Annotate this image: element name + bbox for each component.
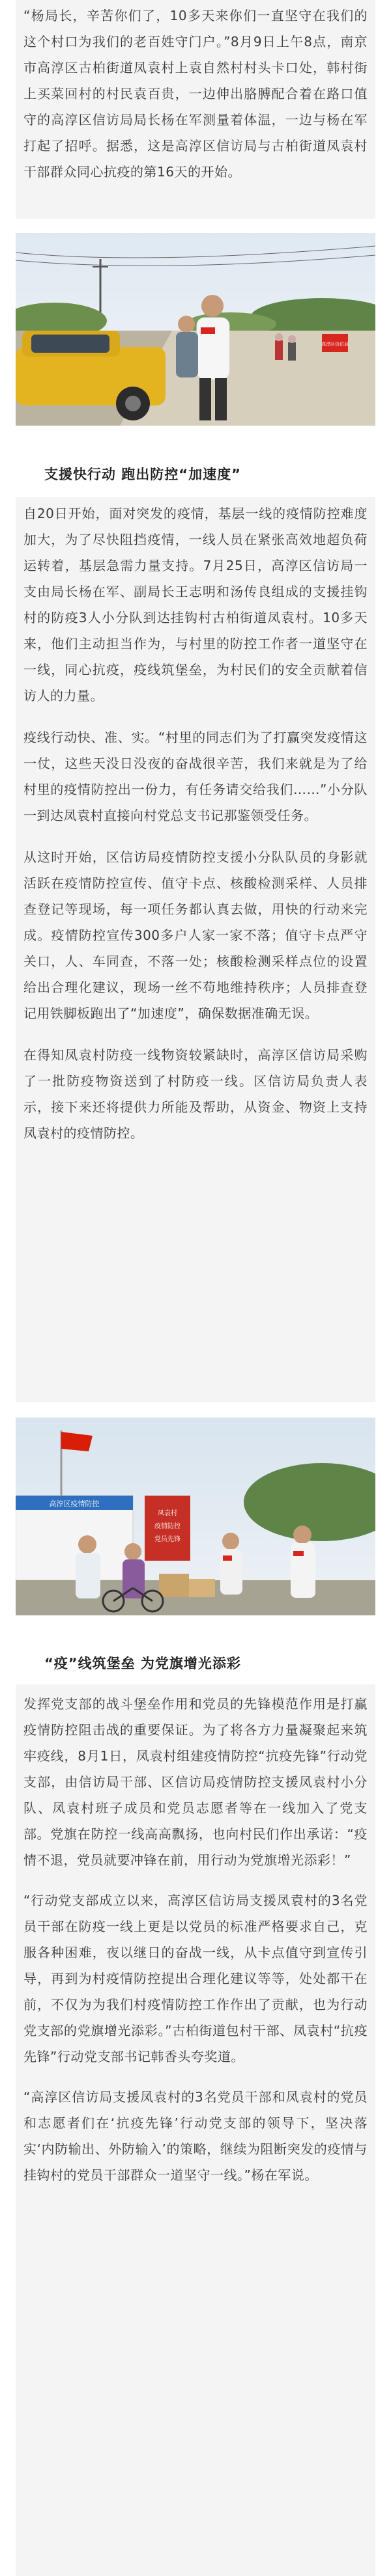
section2-heading: “疫”线筑堡垒 为党旗增光添彩 <box>44 1656 241 1671</box>
section1-heading: 支援快行动 跑出防控“加速度” <box>44 467 241 482</box>
photo-supplies <box>16 1418 375 1615</box>
board-line-2: 疫情防控 <box>154 1523 181 1530</box>
section1-paragraph-3: 从这时开始，区信访局疫情防控支援小分队队员的身影就活跃在疫情防控宣传、值守卡点、核酸检测采样、人员排查登记等现场，每一项任务都认真去做，用快的行动来完成。疫情防控宣传300多户人家一家不落；值守卡点严守关口，人、车同查，不落一处；核酸检测采样点位的设置给出合理化建议，现场一丝不苟地维持秩序；人员排查登记用铁脚板跑出了“加速度”，确保数据准确无误。 <box>23 849 368 1021</box>
section2-paragraph-2: “行动党支部成立以来，高淳区信访局支援凤袁村的3名党员干部在防疫一线上更是以党员的标准严格要求自己，克服各种困难，夜以继日的奋战一线，从卡点值守到宣传引导，再到为村疫情防控提出合理化建议等等，处处都干在前，不仅为为我们村疫情防控工作作出了贡献，也为行动党支部的党旗增光添彩。”古柏街道包村干部、凤袁村“抗疫先锋”行动党支部书记韩香头夸奖道。 <box>23 1893 368 2064</box>
intro-block <box>16 0 375 219</box>
section1-paragraph-1: 自20日开始，面对突发的疫情，基层一线的疫情防控难度加大，为了尽快阻挡疫情，一线人员在紧张高效地超负荷运转着，基层急需力量支持。7月25日，高淳区信访局一支由局长杨在军、副局长王志明和汤传良组成的支援挂钩村的防疫3人小分队到达挂钩村古柏街道凤袁村。10多天来，他们主动担当作为，与村里的防控工作者一道坚守在一线，同心抗疫，疫线筑堡垒，为村民们的安全贡献着信访人的力量。 <box>23 506 368 704</box>
supplies-photo-svg <box>16 1418 375 1615</box>
intro-paragraph: “杨局长，辛苦你们了，10多天来你们一直坚守在我们的这个村口为我们的老百姓守门户。”8月9日上午8点，南京市高淳区古柏街道凤袁村上袁自然村村头卡口处，韩村街上买菜回村的村民袁百贵，一边伸出胳膊配合着在路口值守的高淳区信访局局长杨在军测量着体温，一边与杨在军打起了招呼。据悉，这是高淳区信访局与古柏街道凤袁村干部群众同心抗疫的第16天的开始。 <box>23 8 368 180</box>
board-line-1: 凤袁村 <box>158 1510 177 1517</box>
board-line-3: 党员先锋 <box>154 1536 181 1543</box>
checkpoint-sign-text: 高淳区信访局 <box>321 342 349 347</box>
photo-checkpoint <box>16 233 375 426</box>
section1-paragraph-4: 在得知凤袁村防疫一线物资较紧缺时，高淳区信访局采购了一批防疫物资送到了村防疫一线。区信访局负责人表示，接下来还将提供力所能及帮助，从资金、物资上支持凤袁村的疫情防控。 <box>23 1047 368 1141</box>
booth-banner-text: 高淳区疫情防控 <box>49 1500 100 1508</box>
section2-paragraph-3: “高淳区信访局支援凤袁村的3名党员干部和凤袁村的党员和志愿者们在‘抗疫先锋’行动党支部的领导下，坚决落实‘内防输出、外防输入’的策略，继续为阻断突发的疫情与挂钩村的党员干部群众一道坚守一线。”杨在军说。 <box>23 2089 368 2183</box>
section1-paragraph-2: 疫线行动快、准、实。“村里的同志们为了打赢突发疫情这一仗，这些天没日没夜的奋战很辛苦，我们来就是为了给村里的疫情防控出一份力，有任务请交给我们……”小分队一到达凤袁村直接向村党总支书记那鉴领受任务。 <box>23 730 368 823</box>
section2-paragraph-1: 发挥党支部的战斗堡垒作用和党员的先锋模范作用是打赢疫情防控阻击战的重要保证。为了将各方力量凝聚起来筑牢疫线，8月1日，凤袁村组建疫情防控“抗疫先锋”行动党支部，由信访局干部、区信访局疫情防控支援凤袁村小分队、凤袁村班子成员和党员志愿者等在一线加入了党支部。党旗在防控一线高高飘扬，也向村民们作出承诺：“疫情不退，党员就要冲锋在前，用行动为党旗增光添彩！” <box>23 1696 368 1868</box>
checkpoint-photo-svg <box>16 233 375 426</box>
section1-block-a <box>16 497 375 1402</box>
section2-block <box>16 1684 375 2576</box>
